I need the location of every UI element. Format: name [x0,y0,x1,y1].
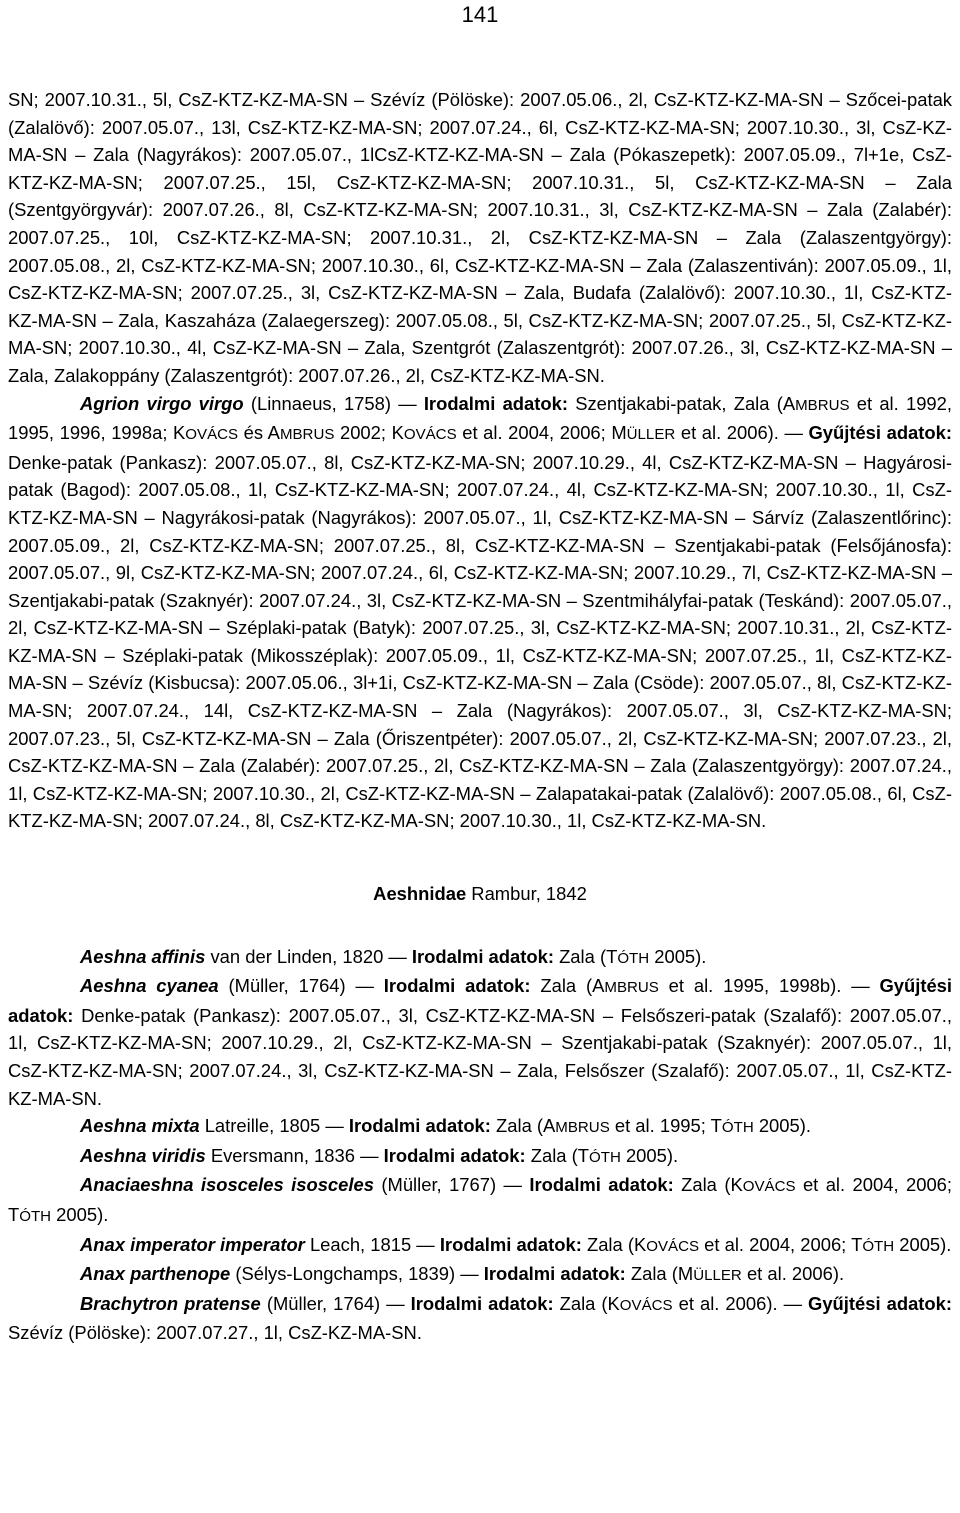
literature-text: et al. 2006). — [672,1292,809,1314]
species-name: Aeshna cyanea [80,975,219,997]
literature-text: 2002; K [334,422,404,444]
literature-label: Irodalmi adatok: [411,945,554,967]
paragraph-continued-records: SN; 2007.10.31., 5l, CsZ-KTZ-KZ-MA-SN – Szévíz (Pölöske): 2007.05.06., 2l, CsZ-KTZ-KZ-MA-SN – Szőcei-patak (Zalalövő): 2007.05.07., 13l, CsZ-KTZ-KZ-MA-SN; 2007.07.24., 6l, CsZ-KTZ-KZ-MA-SN; 2007.10.30., 3l, CsZ-KZ-MA-SN – Zala (Nagyrákos): 2007.05.07., 1lCsZ-KTZ-KZ-MA-SN – Zala (Pókaszepetk): 2007.05.09., 7l+1e, CsZ-KTZ-KZ-MA-SN; 2007.07.25., 15l, CsZ-KTZ-KZ-MA-SN; 2007.10.31., 5l, CsZ-KTZ-KZ-MA-SN – Zala (Szentgyörgyvár): 2007.07.26., 8l, CsZ-KTZ-KZ-MA-SN; 2007.10.31., 3l, CsZ-KTZ-KZ-MA-SN – Zala (Zalabér): 2007.07.25., 10l, CsZ-KTZ-KZ-MA-SN; 2007.10.31., 2l, CsZ-KTZ-KZ-MA-SN – Zala (Zalaszentgyörgy): 2007.05.08., 2l, CsZ-KTZ-KZ-MA-SN; 2007.10.30., 6l, CsZ-KTZ-KZ-MA-SN – Zala (Zalaszentiván): 2007.05.09., 1l, CsZ-KTZ-KZ-MA-SN; 2007.07.25., 3l, CsZ-KTZ-KZ-MA-SN – Zala, Budafa (Zalalövő): 2007.10.30., 1l, CsZ-KTZ-KZ-MA-SN – Zala, Kaszaháza (Zalaegerszeg): 2007.05.08., 5l, CsZ-KTZ-KZ-MA-SN; 2007.07.25., 5l, CsZ-KTZ-KZ-MA-SN; 2007.10.30., 4l, CsZ-KZ-MA-SN – Zala, Szentgrót (Zalaszentgrót): 2007.07.26., 3l, CsZ-KTZ-KZ-MA-SN – Zala, Zalakoppány (Zalaszentgrót): 2007.07.26., 2l, CsZ-KTZ-KZ-MA-SN. [8,89,952,386]
literature-label: Irodalmi adatok: [348,1115,491,1137]
species-author: (Linnaeus, 1758) — [243,392,424,414]
author-smallcaps: MBRUS [555,1119,610,1137]
literature-text: et al. 2004, 2006; T [699,1233,863,1255]
author-smallcaps: OVÁCS [742,1178,796,1196]
species-name: Agrion virgo virgo [80,392,244,414]
literature-text: Zala (M [625,1263,694,1285]
species-entry-anax-parthenope [8,1260,952,1290]
literature-text: 2005). [620,1144,679,1166]
species-author: van der Linden, 1820 — [205,945,412,967]
species-name: Anaciaeshna isosceles isosceles [80,1174,374,1196]
author-smallcaps: OVÁCS [646,1237,700,1255]
literature-text: 2005). [51,1203,109,1225]
literature-text: 2005). [894,1233,952,1255]
collection-text: Denke-patak (Pankasz): 2007.05.07., 8l, CsZ-KTZ-KZ-MA-SN; 2007.10.29., 4l, CsZ-KTZ-KZ-MA-SN – Hagyárosi-patak (Bagod): 2007.05.08., 1l, CsZ-KTZ-KZ-MA-SN; 2007.07.24., 4l, CsZ-KTZ-KZ-MA-SN; 2007.10.30., 1l, CsZ-KTZ-KZ-MA-SN – Nagyrákosi-patak (Nagyrákos): 2007.05.07., 1l, CsZ-KTZ-KZ-MA-SN – Sárvíz (Zalaszentlőrinc): 2007.05.09., 2l, CsZ-KTZ-KZ-MA-SN; 2007.07.25., 8l, CsZ-KTZ-KZ-MA-SN – Szentjakabi-patak (Felsőjánosfa): 2007.05.07., 9l, CsZ-KTZ-KZ-MA-SN; 2007.07.24., 6l, CsZ-KTZ-KZ-MA-SN; 2007.10.29., 7l, CsZ-KTZ-KZ-MA-SN – Szentjakabi-patak (Szaknyér): 2007.07.24., 3l, CsZ-KTZ-KZ-MA-SN – Szentmihályfai-patak (Teskánd): 2007.05.07., 2l, CsZ-KTZ-KZ-MA-SN – Széplaki-patak (Batyk): 2007.07.25., 3l, CsZ-KTZ-KZ-MA-SN; 2007.10.31., 2l, CsZ-KTZ-KZ-MA-SN – Széplaki-patak (Mikosszéplak): 2007.05.09., 1l, CsZ-KTZ-KZ-MA-SN; 2007.07.25., 1l, CsZ-KTZ-KZ-MA-SN – Szévíz (Kisbucsa): 2007.05.06., 3l+1i, CsZ-KTZ-KZ-MA-SN – Zala (Csöde): 2007.05.07., 8l, CsZ-KTZ-KZ-MA-SN; 2007.07.24., 14l, CsZ-KTZ-KZ-MA-SN – Zala (Nagyrákos): 2007.05.07., 3l, CsZ-KTZ-KZ-MA-SN; 2007.07.23., 5l, CsZ-KTZ-KZ-MA-SN – Zala (Őriszentpéter): 2007.05.07., 2l, CsZ-KTZ-KZ-MA-SN; 2007.07.23., 2l, CsZ-KTZ-KZ-MA-SN – Zala (Zalabér): 2007.07.25., 2l, CsZ-KTZ-KZ-MA-SN – Zala (Zalaszentgyörgy): 2007.07.24., 1l, CsZ-KTZ-KZ-MA-SN; 2007.10.30., 2l, CsZ-KTZ-KZ-MA-SN – Zalapatakai-patak (Zalalövő): 2007.05.08., 6l, CsZ-KTZ-KZ-MA-SN; 2007.07.24., 8l, CsZ-KTZ-KZ-MA-SN; 2007.10.30., 1l, CsZ-KTZ-KZ-MA-SN. [8,451,952,832]
author-smallcaps: MBRUS [279,426,335,444]
literature-text: Zala (T [553,945,618,967]
literature-label: Irodalmi adatok: [529,1174,674,1196]
literature-label: Irodalmi adatok: [439,1233,582,1255]
species-name: Anax parthenope [80,1263,231,1285]
collection-text: Denke-patak (Pankasz): 2007.05.07., 3l, CsZ-KTZ-KZ-MA-SN – Felsőszeri-patak (Szalafő): 2007.05.07., 1l, CsZ-KTZ-KZ-MA-SN; 2007.10.29., 2l, CsZ-KTZ-KZ-MA-SN – Szentjakabi-patak (Szaknyér): 2007.05.07., 1l, CsZ-KTZ-KZ-MA-SN; 2007.07.24., 3l, CsZ-KTZ-KZ-MA-SN – Zala, Felsőszer (Szalafő): 2007.05.07., 1l, CsZ-KTZ-KZ-MA-SN. [8,1004,952,1109]
family-author: Rambur, 1842 [466,883,587,905]
author-smallcaps: ÜLLER [693,1267,742,1285]
literature-text: Zala (K [553,1292,620,1314]
literature-label: Irodalmi adatok: [410,1292,554,1314]
species-author: Leach, 1815 — [304,1233,440,1255]
author-smallcaps: OVÁCS [403,426,457,444]
literature-text: 2005). [649,945,707,967]
literature-label: Irodalmi adatok: [383,975,531,997]
species-name: Aeshna mixta [80,1115,200,1137]
author-smallcaps: ÓTH [721,1119,754,1137]
species-author: (Müller, 1767) — [373,1174,530,1196]
literature-text: Zala (A [490,1115,556,1137]
literature-text: et al. 2006). [741,1263,845,1285]
literature-text: et al. 2006). — [675,422,809,444]
author-smallcaps: OVÁCS [619,1296,673,1314]
literature-text: 2005). [753,1115,811,1137]
author-smallcaps: ÓTH [617,949,650,967]
species-name: Aeshna viridis [80,1144,206,1166]
species-entry-anax-imperator [8,1231,952,1261]
literature-text: Zala (T [525,1144,589,1166]
species-entry-anaciaeshna-isosceles [8,1171,952,1230]
species-author: (Müller, 1764) — [260,1292,411,1314]
collection-label: Gyűjtési adatok: [808,1292,953,1314]
literature-text: et al. 1995; T [609,1115,722,1137]
literature-text: Zala (K [581,1233,647,1255]
species-name: Brachytron pratense [80,1292,261,1314]
author-smallcaps: MBRUS [604,979,659,997]
species-entry-agrion-virgo [8,390,952,836]
collection-text: Szévíz (Pölöske): 2007.07.27., 1l, CsZ-KZ-MA-SN. [8,1322,422,1344]
literature-text: et al. 2004, 2006; M [456,422,627,444]
species-name: Anax imperator imperator [80,1233,305,1255]
collection-label: Gyűjtési adatok: [8,975,953,1026]
literature-text: Zala (K [673,1174,743,1196]
literature-text: et al. 1995, 1998b). — [658,975,880,997]
species-author: Latreille, 1805 — [199,1115,349,1137]
family-heading [8,880,952,908]
literature-text: et al. 1992, 1995, 1996, 1998a; K [8,392,952,444]
species-entry-brachytron-pratense [8,1290,952,1347]
page-number: 141 [461,2,499,27]
literature-label: Irodalmi adatok: [383,1144,526,1166]
species-author: (Müller, 1764) — [218,975,384,997]
species-author: Eversmann, 1836 — [205,1144,384,1166]
author-smallcaps: MBRUS [795,396,850,414]
author-smallcaps: ÓTH [589,1148,621,1166]
species-entry-aeshna-viridis [8,1142,952,1172]
literature-label: Irodalmi adatok: [483,1263,626,1285]
literature-text: Zala (A [530,975,605,997]
species-author: (Sélys-Longchamps, 1839) — [230,1263,484,1285]
collection-label: Gyűjtési adatok: [808,422,952,444]
literature-text: Szentjakabi-patak, Zala (A [567,392,796,414]
author-smallcaps: ÓTH [19,1207,52,1225]
literature-label: Irodalmi adatok: [423,392,568,414]
species-entry-aeshna-affinis [8,943,952,973]
species-name: Aeshna affinis [80,945,206,967]
literature-text: és A [238,422,280,444]
author-smallcaps: OVÁCS [185,426,239,444]
author-smallcaps: ÜLLER [626,426,676,444]
family-name: Aeshnidae [373,883,467,905]
literature-text: et al. 2004, 2006; T [8,1174,953,1225]
species-entry-aeshna-mixta [8,1112,952,1142]
author-smallcaps: ÓTH [862,1237,895,1255]
species-entry-aeshna-cyanea [8,972,952,1112]
